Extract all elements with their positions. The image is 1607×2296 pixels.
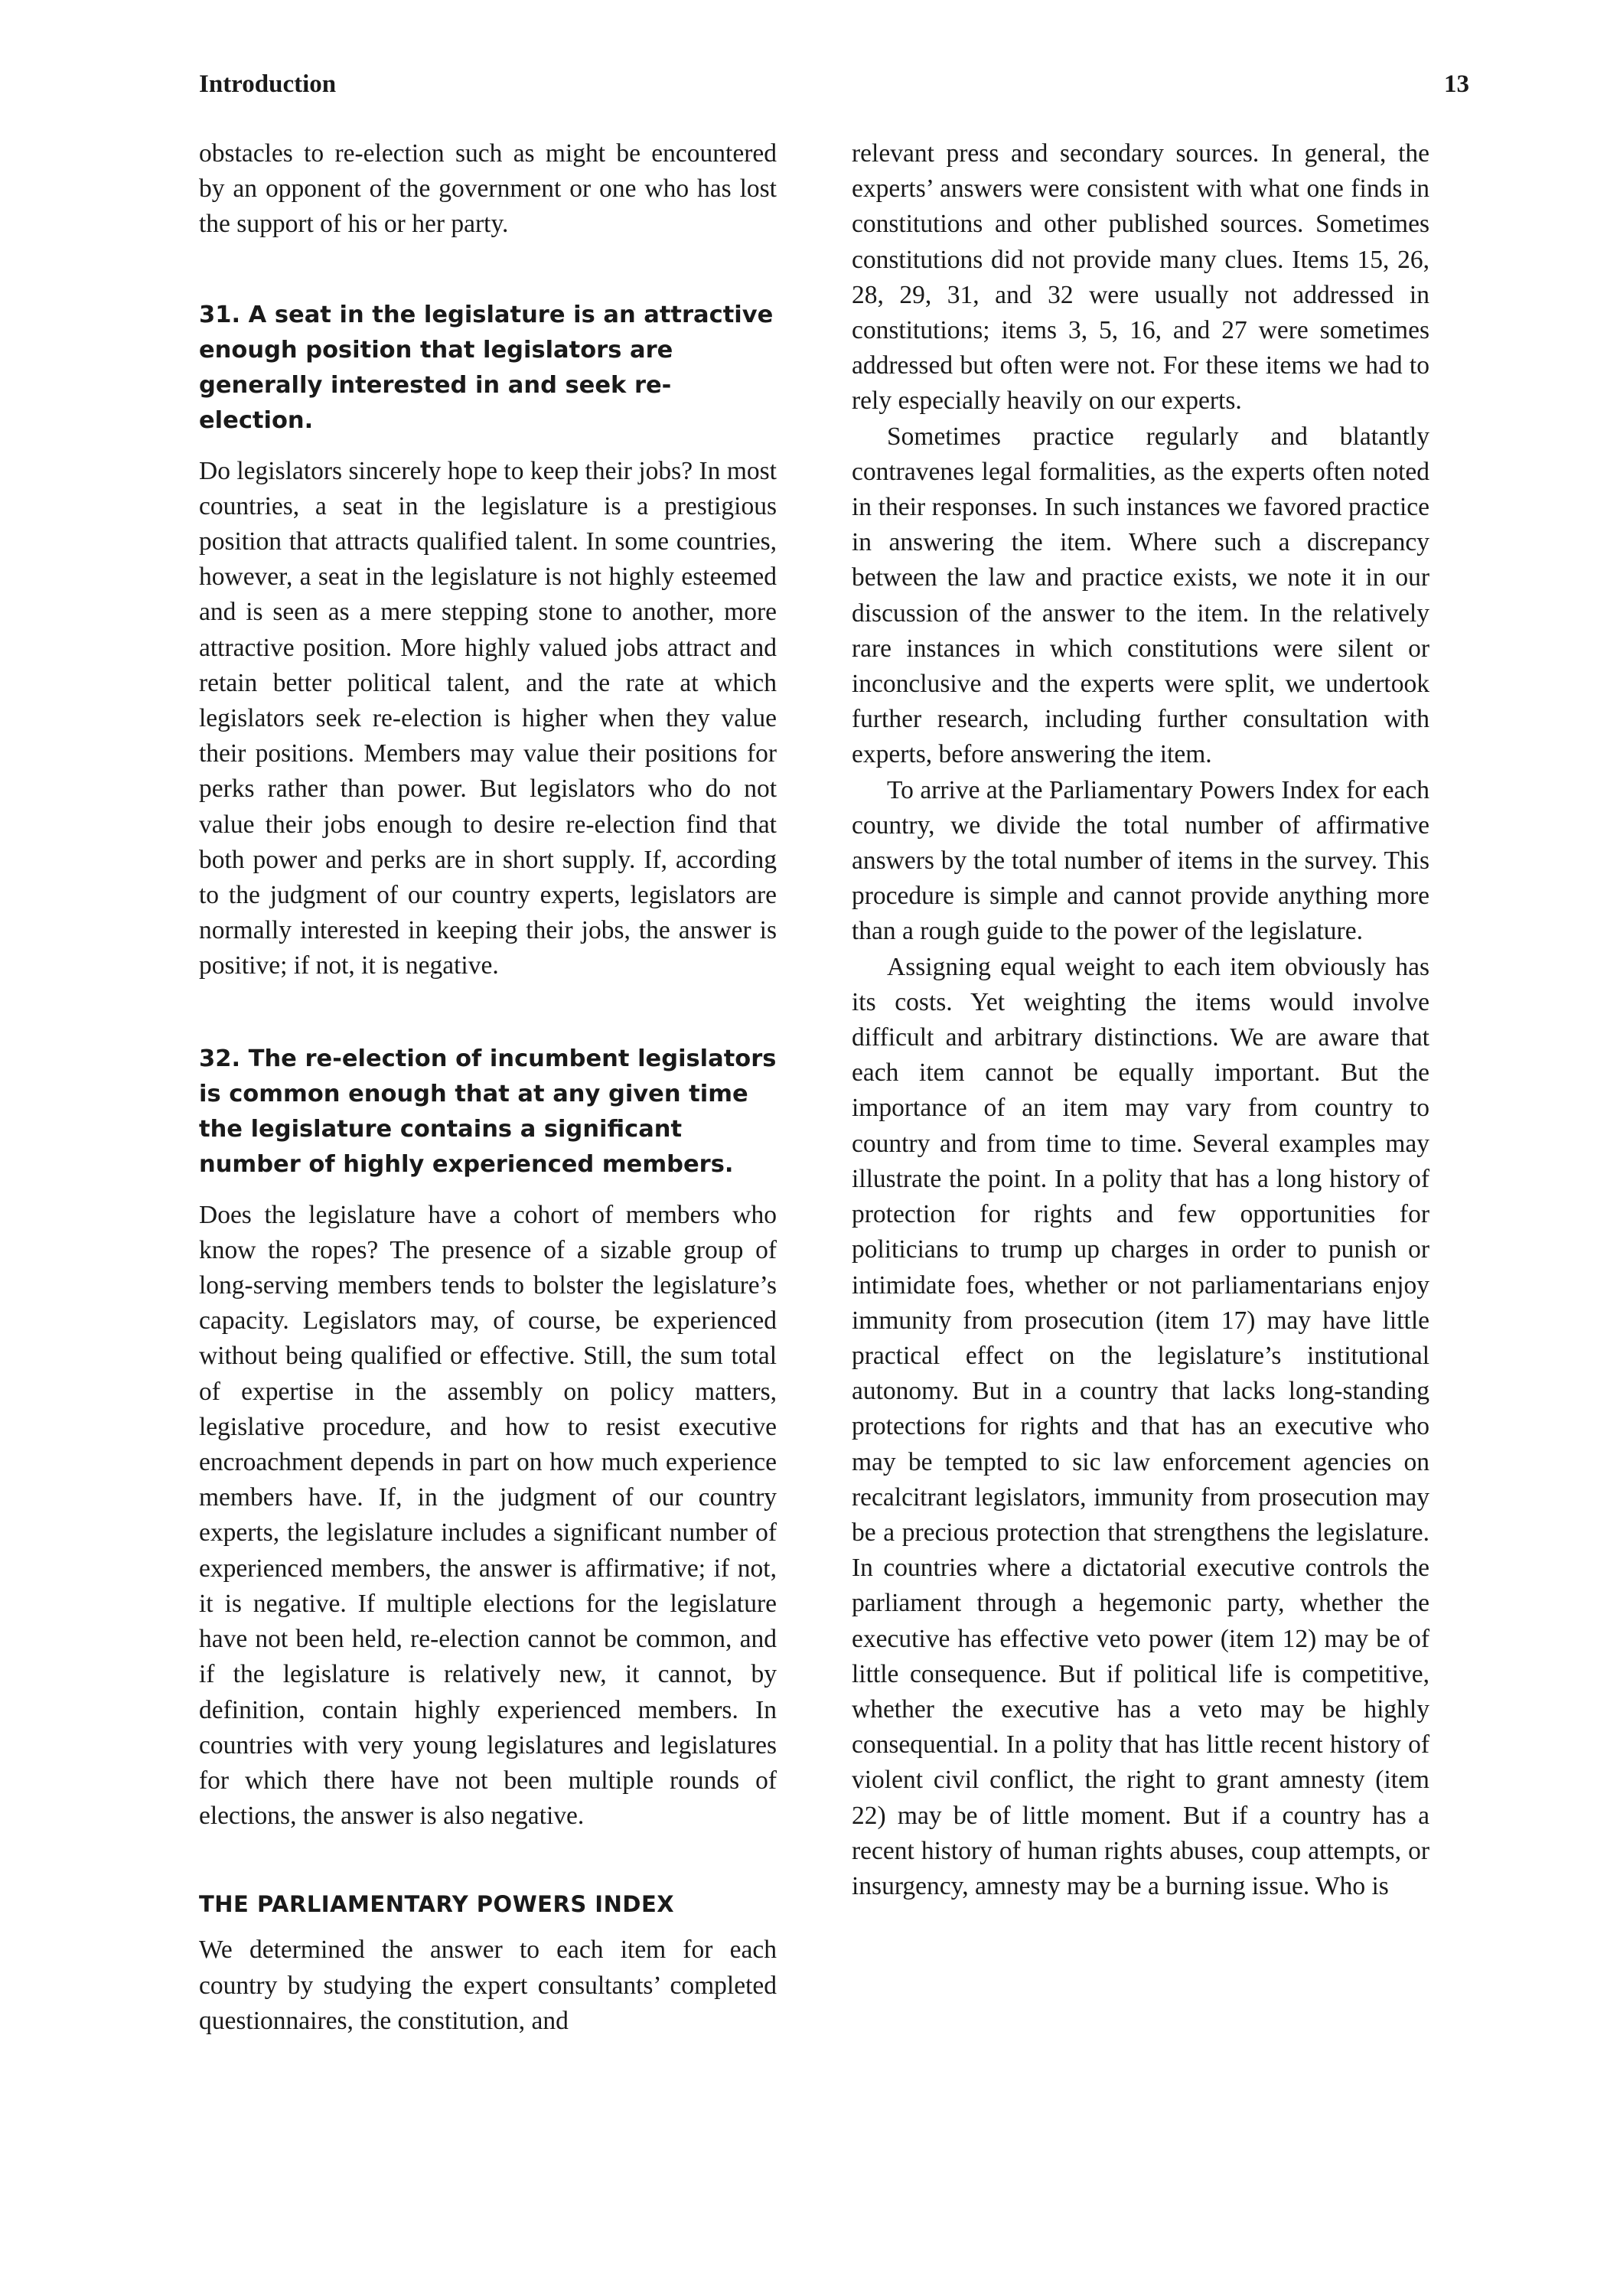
right-paragraph-2: Sometimes practice regularly and blatantly contravenes legal formalities, as the experts often noted in their responses. In such instances we favored practice in answering the item. Where such a discrepancy between the law and practice exists, we note it in our discussion of the answer to the item. In the relatively rare instances in which constitutions were silent or inconclusive and the experts were split, we undertook further research, including further consultation with experts, before answering the item.: [852, 422, 1429, 769]
running-head-title: Introduction: [199, 70, 337, 98]
right-paragraph-1: relevant press and secondary sources. In general, the experts’ answers were consistent with what one finds in constitutions and other published sources. Sometimes constitutions did not provide many clues. Items 15, 26, 28, 29, 31, and 32 were usually not addressed in constitutions; items 3, 5, 16, and 27 were sometimes addressed but often were not. For these items we had to rely especially heavily on our experts.: [852, 139, 1429, 416]
right-paragraph-4: Assigning equal weight to each item obviously has its costs. Yet weighting the items would involve difficult and arbitrary distinctions. We are aware that each item cannot be equally important. But the importance of an item may vary from country to country and from time to time. Several examples may illustrate the point. In a polity that has a long history of protection for rights and few opportunities for politicians to trump up charges in order to punish or intimidate foes, whether or not parliamentarians enjoy immunity from prosecution (item 17) may have little practical effect on the legislature’s institutional autonomy. But in a country that lacks long-standing protections for rights and that has an executive who may be tempted to sic law enforcement agencies on recalcitrant legislators, immunity from prosecution may be a precious protection that strengthens the legislature. In countries where a dictatorial executive controls the parliament through a hegemonic party, whether the executive has effective veto power (item 12) may be of little consequence. But if political life is competitive, whether the executive has a veto may be highly consequential. In a polity that has little recent history of violent civil conflict, the right to grant amnesty (item 22) may be of little moment. But if a country has a recent history of human rights abuses, coup attempts, or insurgency, amnesty may be a burning issue. Who is: [852, 952, 1429, 1900]
item-32-heading: 32. The re-election of incumbent legislators is common enough that at any given time the legislature contains a significant number of highly experienced members.: [199, 1045, 777, 1178]
page-number: 13: [1444, 70, 1469, 98]
section-body: We determined the answer to each item for each country by studying the expert consultants’ completed questionnaires, the constitution, and: [199, 1936, 777, 2035]
right-paragraph-3: To arrive at the Parliamentary Powers Index for each country, we divide the total number of affirmative answers by the total number of items in the survey. This procedure is simple and cannot provide anything more than a rough guide to the power of the legislature.: [852, 775, 1429, 946]
item-31-body: Do legislators sincerely hope to keep their jobs? In most countries, a seat in the legislature is a prestigious position that attracts qualified talent. In some countries, however, a seat in the legislature is not highly esteemed and is seen as a mere stepping stone to another, more attractive position. More highly valued jobs attract and retain better political talent, and the rate at which legislators seek re-election is higher when they value their positions. Members may value their positions for perks rather than power. But legislators who do not value their jobs enough to desire re-election find that both power and perks are in short supply. If, according to the judgment of our country experts, legislators are normally interested in keeping their jobs, the answer is positive; if not, it is negative.: [199, 456, 777, 980]
continuation-paragraph: obstacles to re-election such as might be encountered by an opponent of the government or one who has lost the support of his or her party.: [199, 139, 777, 239]
left-column: [199, 136, 777, 2039]
section-heading: THE PARLIAMENTARY POWERS INDEX: [199, 1891, 675, 1918]
item-32-body: Does the legislature have a cohort of members who know the ropes? The presence of a sizable group of long-serving members tends to bolster the legislature’s capacity. Legislators may, of course, be experienced without being qualified or effective. Still, the sum total of expertise in the assembly on policy matters, legislative procedure, and how to resist executive encroachment depends in part on how much experience members have. If, in the judgment of our country experts, the legislature includes a significant number of experienced members, the answer is affirmative; if not, it is negative. If multiple elections for the legislature have not been held, re-election cannot be common, and if the legislature is relatively new, it cannot, by definition, contain highly experienced members. In countries with very young legislatures and legislatures for which there have not been multiple rounds of elections, the answer is also negative.: [199, 1200, 777, 1831]
right-column: [852, 136, 1429, 1904]
item-31-heading: 31. A seat in the legislature is an attractive enough position that legislators are generally interested in and seek re-election.: [199, 301, 774, 434]
running-head: [199, 70, 1469, 109]
